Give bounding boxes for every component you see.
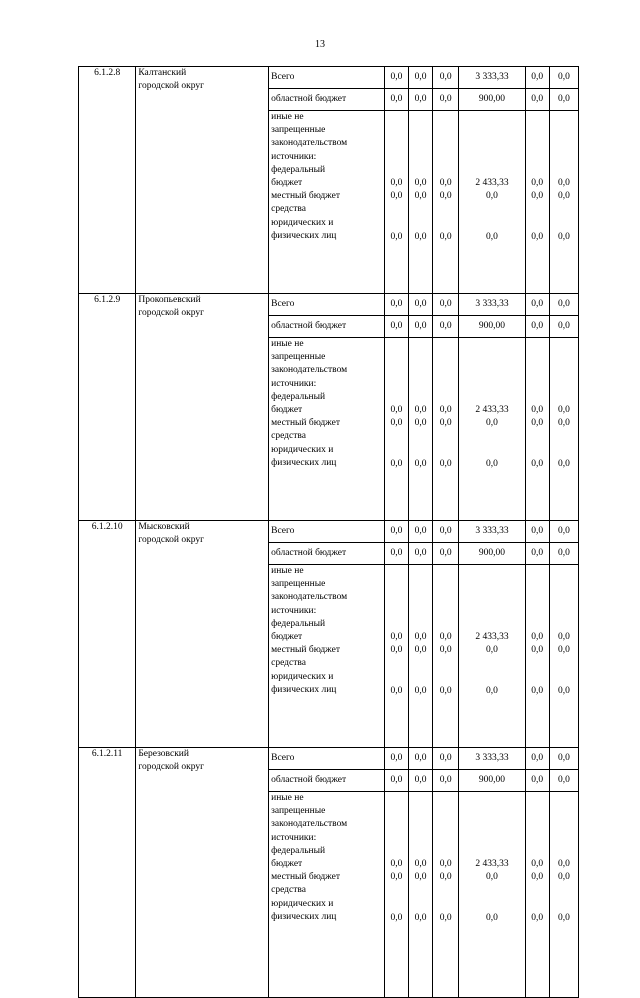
legal-entities-value: 0,0: [390, 686, 403, 697]
value-cell: 0,0: [549, 748, 578, 770]
federal-value: 0,0: [390, 632, 403, 642]
value-cell: 0,0: [525, 543, 549, 565]
source-label-line: средства: [271, 431, 306, 442]
row-code: 6.1.2.10: [79, 521, 136, 748]
federal-value: 0,0: [557, 859, 570, 869]
local-value: 0,0: [557, 645, 570, 656]
table-row: [79, 521, 579, 543]
source-label-line: запрещенные: [271, 125, 326, 136]
municipality-name-line: городской округ: [138, 762, 205, 773]
source-label-line: запрещенные: [271, 579, 326, 590]
legal-entities-value: 0,0: [390, 913, 403, 924]
municipality-name-line: Калтанский: [138, 68, 187, 78]
source-label-line: источники:: [271, 378, 317, 389]
legal-entities-value: 0,0: [439, 459, 452, 470]
local-value: 0,0: [531, 872, 544, 883]
source-label-line: местный бюджет: [271, 191, 340, 202]
source-label-line: иные не: [271, 339, 304, 349]
federal-value: 0,0: [439, 632, 452, 642]
page-number: 13: [315, 39, 325, 50]
federal-value: 0,0: [414, 632, 427, 642]
value-cell: 0,0: [549, 294, 578, 316]
municipality-name: [136, 67, 269, 294]
source-label-line: федеральный: [271, 845, 326, 856]
value-cell: 0,0: [549, 67, 578, 89]
source-label-line: источники:: [271, 832, 317, 843]
row-code: 6.1.2.8: [79, 67, 136, 294]
source-label-line: законодательством: [271, 365, 348, 376]
local-value: 0,0: [414, 645, 427, 656]
value-cell: 0,0: [433, 316, 459, 338]
municipality-name-line: Мысковский: [138, 522, 190, 532]
federal-value: 2 433,33: [475, 632, 509, 642]
value-cell-group: [549, 565, 578, 748]
budget-table: [78, 66, 579, 998]
value-cell: 900,00: [459, 543, 525, 565]
local-value: 0,0: [439, 645, 452, 656]
source-label-other: [269, 792, 385, 998]
federal-value: 0,0: [439, 405, 452, 415]
value-cell: 0,0: [384, 294, 408, 316]
value-cell: 900,00: [459, 316, 525, 338]
source-label-line: законодательством: [271, 138, 348, 149]
source-label-line: физических лиц: [271, 457, 337, 468]
legal-entities-value: 0,0: [414, 459, 427, 470]
value-cell: 0,0: [433, 770, 459, 792]
value-cell-group: [384, 338, 408, 521]
local-value: 0,0: [390, 191, 403, 202]
source-label-line: федеральный: [271, 164, 326, 175]
federal-value: 0,0: [439, 178, 452, 188]
value-cell: 0,0: [433, 543, 459, 565]
legal-entities-value: 0,0: [486, 686, 498, 697]
value-cell: 0,0: [384, 543, 408, 565]
federal-value: 0,0: [531, 859, 544, 869]
value-cell: 0,0: [525, 521, 549, 543]
local-value: 0,0: [557, 191, 570, 202]
value-cell-group: [459, 111, 525, 294]
value-cell: 0,0: [433, 89, 459, 111]
value-cell: 0,0: [408, 67, 432, 89]
municipality-name-line: городской округ: [138, 81, 205, 92]
legal-entities-value: 0,0: [531, 913, 544, 924]
legal-entities-value: 0,0: [531, 459, 544, 470]
value-cell: 0,0: [549, 521, 578, 543]
source-label-line: иные не: [271, 566, 304, 576]
value-cell-group: [549, 338, 578, 521]
municipality-name: [136, 521, 269, 748]
legal-entities-value: 0,0: [414, 232, 427, 243]
legal-entities-value: 0,0: [557, 913, 570, 924]
local-value: 0,0: [390, 418, 403, 429]
value-cell-group: [408, 338, 432, 521]
source-label-line: бюджет: [271, 178, 303, 189]
value-cell: 3 333,33: [459, 521, 525, 543]
value-cell-group: [384, 565, 408, 748]
local-value: 0,0: [531, 418, 544, 429]
federal-value: 2 433,33: [475, 178, 509, 188]
legal-entities-value: 0,0: [439, 232, 452, 243]
federal-value: 0,0: [414, 859, 427, 869]
source-label-line: законодательством: [271, 592, 348, 603]
source-label-line: местный бюджет: [271, 418, 340, 429]
value-cell: 0,0: [384, 521, 408, 543]
source-label-other: [269, 111, 385, 294]
federal-value: 0,0: [557, 405, 570, 415]
municipality-name: [136, 294, 269, 521]
federal-value: 0,0: [531, 405, 544, 415]
value-cell: 0,0: [408, 543, 432, 565]
local-value: 0,0: [390, 872, 403, 883]
municipality-name: [136, 748, 269, 998]
source-label-line: иные не: [271, 112, 304, 122]
source-label-line: средства: [271, 658, 306, 669]
source-label-line: запрещенные: [271, 806, 326, 817]
legal-entities-value: 0,0: [439, 913, 452, 924]
value-cell: 0,0: [433, 67, 459, 89]
legal-entities-value: 0,0: [557, 232, 570, 243]
table-row: [79, 294, 579, 316]
value-cell-group: [525, 111, 549, 294]
source-label-line: физических лиц: [271, 684, 337, 695]
source-label-line: средства: [271, 204, 306, 215]
source-label-line: юридических и: [271, 217, 334, 228]
source-label-line: юридических и: [271, 898, 334, 909]
legal-entities-value: 0,0: [557, 686, 570, 697]
value-cell: 3 333,33: [459, 67, 525, 89]
local-value: 0,0: [531, 191, 544, 202]
legal-entities-value: 0,0: [390, 232, 403, 243]
value-cell: 0,0: [525, 770, 549, 792]
value-cell: 0,0: [408, 521, 432, 543]
legal-entities-value: 0,0: [390, 459, 403, 470]
local-value: 0,0: [439, 191, 452, 202]
value-cell: 0,0: [525, 316, 549, 338]
source-label-line: местный бюджет: [271, 645, 340, 656]
legal-entities-value: 0,0: [439, 686, 452, 697]
source-label-line: бюджет: [271, 632, 303, 643]
source-label-line: федеральный: [271, 391, 326, 402]
source-label-line: запрещенные: [271, 352, 326, 363]
federal-value: 0,0: [414, 178, 427, 188]
value-cell-group: [459, 792, 525, 998]
local-value: 0,0: [486, 872, 498, 883]
value-cell: 0,0: [433, 748, 459, 770]
source-label-line: источники:: [271, 605, 317, 616]
municipality-name-line: городской округ: [138, 308, 205, 319]
source-label-total: Всего: [269, 748, 385, 770]
value-cell: 0,0: [384, 748, 408, 770]
value-cell-group: [549, 792, 578, 998]
local-value: 0,0: [557, 418, 570, 429]
federal-value: 0,0: [390, 859, 403, 869]
legal-entities-value: 0,0: [486, 232, 498, 243]
value-cell: 3 333,33: [459, 748, 525, 770]
value-cell: 0,0: [549, 543, 578, 565]
source-label-total: Всего: [269, 521, 385, 543]
value-cell: 0,0: [408, 770, 432, 792]
table-row: [79, 67, 579, 89]
value-cell: 0,0: [525, 67, 549, 89]
value-cell-group: [408, 565, 432, 748]
local-value: 0,0: [390, 645, 403, 656]
value-cell-group: [433, 565, 459, 748]
value-cell: 0,0: [384, 89, 408, 111]
source-label-line: местный бюджет: [271, 872, 340, 883]
value-cell: 0,0: [433, 521, 459, 543]
source-label-regional: областной бюджет: [269, 316, 385, 338]
federal-value: 0,0: [439, 859, 452, 869]
value-cell: 900,00: [459, 89, 525, 111]
value-cell-group: [408, 792, 432, 998]
source-label-line: физических лиц: [271, 230, 337, 241]
value-cell-group: [408, 111, 432, 294]
value-cell: 0,0: [384, 67, 408, 89]
value-cell-group: [459, 338, 525, 521]
legal-entities-value: 0,0: [531, 232, 544, 243]
source-label-total: Всего: [269, 67, 385, 89]
federal-value: 2 433,33: [475, 405, 509, 415]
federal-value: 0,0: [531, 178, 544, 188]
value-cell-group: [384, 792, 408, 998]
local-value: 0,0: [486, 191, 498, 202]
local-value: 0,0: [439, 872, 452, 883]
value-cell: 0,0: [525, 89, 549, 111]
source-label-total: Всего: [269, 294, 385, 316]
source-label-other: [269, 565, 385, 748]
municipality-name-line: Прокопьевский: [138, 295, 201, 305]
legal-entities-value: 0,0: [414, 686, 427, 697]
federal-value: 0,0: [390, 178, 403, 188]
federal-value: 2 433,33: [475, 859, 509, 869]
source-label-line: законодательством: [271, 819, 348, 830]
federal-value: 0,0: [531, 632, 544, 642]
local-value: 0,0: [486, 645, 498, 656]
federal-value: 0,0: [557, 178, 570, 188]
value-cell: 0,0: [384, 770, 408, 792]
source-label-line: юридических и: [271, 444, 334, 455]
source-label-regional: областной бюджет: [269, 543, 385, 565]
value-cell-group: [433, 792, 459, 998]
municipality-name-line: городской округ: [138, 535, 205, 546]
value-cell: 0,0: [384, 316, 408, 338]
value-cell-group: [525, 565, 549, 748]
value-cell: 0,0: [433, 294, 459, 316]
value-cell-group: [384, 111, 408, 294]
value-cell: 0,0: [408, 89, 432, 111]
value-cell: 0,0: [549, 316, 578, 338]
source-label-line: иные не: [271, 793, 304, 803]
source-label-line: средства: [271, 885, 306, 896]
value-cell-group: [459, 565, 525, 748]
legal-entities-value: 0,0: [557, 459, 570, 470]
local-value: 0,0: [557, 872, 570, 883]
legal-entities-value: 0,0: [486, 459, 498, 470]
value-cell-group: [525, 792, 549, 998]
source-label-line: федеральный: [271, 618, 326, 629]
value-cell: 3 333,33: [459, 294, 525, 316]
source-label-line: физических лиц: [271, 911, 337, 922]
table-row: [79, 748, 579, 770]
value-cell: 0,0: [408, 748, 432, 770]
local-value: 0,0: [486, 418, 498, 429]
value-cell: 900,00: [459, 770, 525, 792]
legal-entities-value: 0,0: [414, 913, 427, 924]
row-code: 6.1.2.9: [79, 294, 136, 521]
value-cell: 0,0: [408, 316, 432, 338]
local-value: 0,0: [414, 418, 427, 429]
local-value: 0,0: [414, 191, 427, 202]
local-value: 0,0: [531, 645, 544, 656]
value-cell-group: [433, 111, 459, 294]
value-cell: 0,0: [408, 294, 432, 316]
source-label-regional: областной бюджет: [269, 770, 385, 792]
local-value: 0,0: [414, 872, 427, 883]
row-code: 6.1.2.11: [79, 748, 136, 998]
federal-value: 0,0: [390, 405, 403, 415]
federal-value: 0,0: [414, 405, 427, 415]
value-cell-group: [433, 338, 459, 521]
legal-entities-value: 0,0: [531, 686, 544, 697]
source-label-line: источники:: [271, 151, 317, 162]
source-label-line: юридических и: [271, 671, 334, 682]
source-label-regional: областной бюджет: [269, 89, 385, 111]
source-label-line: бюджет: [271, 405, 303, 416]
value-cell-group: [549, 111, 578, 294]
value-cell: 0,0: [525, 294, 549, 316]
value-cell: 0,0: [549, 770, 578, 792]
value-cell: 0,0: [549, 89, 578, 111]
legal-entities-value: 0,0: [486, 913, 498, 924]
federal-value: 0,0: [557, 632, 570, 642]
local-value: 0,0: [439, 418, 452, 429]
value-cell: 0,0: [525, 748, 549, 770]
source-label-other: [269, 338, 385, 521]
value-cell-group: [525, 338, 549, 521]
municipality-name-line: Березовский: [138, 749, 189, 759]
source-label-line: бюджет: [271, 859, 303, 870]
